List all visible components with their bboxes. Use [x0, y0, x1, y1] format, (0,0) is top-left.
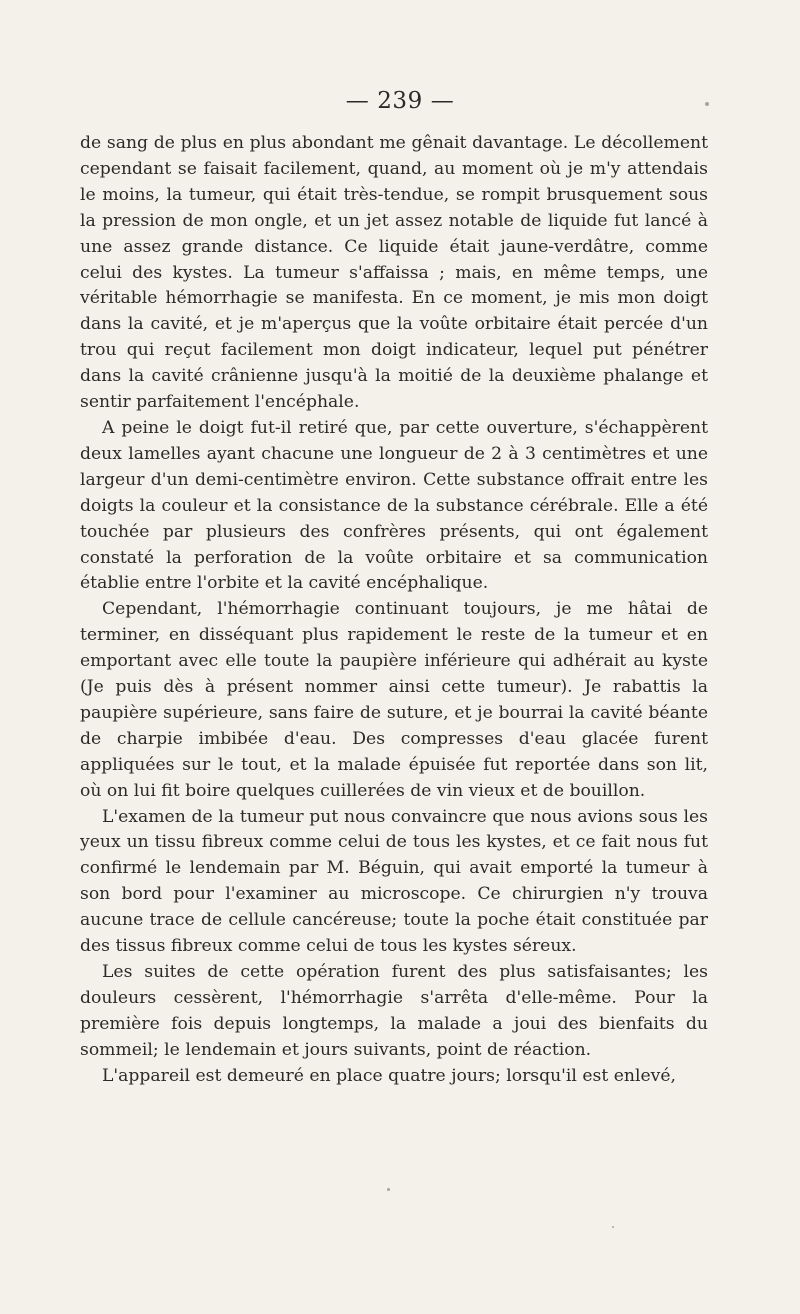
- paragraph-last: L'appareil est demeuré en place quatre jours; lorsqu'il est enlevé,: [102, 1065, 676, 1086]
- paragraph: L'examen de la tumeur put nous convaincre que nous avions sous les yeux un tissu fibreux comme celui de tous les kystes, et ce fait nous fut confirmé le lendemain par M. Béguin, qui avait emporté la tumeur à son bord pour l'examiner au microscope. Ce chirurgien n'y trouva aucune trace de cellule cancéreuse; toute la poche était constituée par des tissus fibreux comme celui de tous les kystes séreux.: [80, 806, 708, 957]
- page-number-dash-left: —: [345, 88, 370, 114]
- paragraph-continued: de sang de plus en plus abondant me gênait davantage. Le décollement cependant se faisait facilement, quand, au moment où je m'y attendais le moins, la tumeur, qui était très-tendue, se rompit brusquement sous la pression de mon ongle, et un jet assez notable de liquide fut lancé à une assez grande distance. Ce liquide était jaune-verdâtre, comme celui des kystes. La tumeur s'affaissa ; mais, en même temps, une véritable hémorrhagie se manifesta. En ce moment, je mis mon doigt dans la cavité, et je m'aperçus que la voûte orbitaire était percée d'un trou qui reçut facilement mon doigt indicateur, lequel put pénétrer dans la cavité crânienne jusqu'à la moitié de la deuxième phalange et sentir parfaitement l'encéphale.: [80, 133, 708, 413]
- paper-speck: [387, 1188, 390, 1191]
- paper-speck: [612, 1226, 614, 1228]
- page-number: 239: [377, 88, 423, 114]
- page-number-dash-right: —: [430, 88, 455, 114]
- body-text: [80, 131, 708, 1090]
- paragraph: Cependant, l'hémorrhagie continuant toujours, je me hâtai de terminer, en disséquant plus rapidement le reste de la tumeur et en emportant avec elle toute la paupière inférieure qui adhérait au kyste (Je puis dès à présent nommer ainsi cette tumeur). Je rabattis la paupière supérieure, sans faire de suture, et je bourrai la cavité béante de charpie imbibée d'eau. Des compresses d'eau glacée furent appliquées sur le tout, et la malade épuisée fut reportée dans son lit, où on lui fit boire quelques cuillerées de vin vieux et de bouillon.: [80, 599, 708, 801]
- paper-speck: [705, 102, 709, 106]
- paragraph: Les suites de cette opération furent des plus satisfaisantes; les douleurs cessèrent, l'hémorrhagie s'arrêta d'elle-même. Pour la première fois depuis longtemps, la malade a joui des bienfaits du sommeil; le lendemain et jours suivants, point de réaction.: [80, 962, 708, 1060]
- page-number-header: [0, 88, 800, 114]
- paragraph: A peine le doigt fut-il retiré que, par cette ouverture, s'échappèrent deux lamelles ayant chacune une longueur de 2 à 3 centimètres et une largeur d'un demi-centimètre environ. Cette substance offrait entre les doigts la couleur et la consistance de la substance cérébrale. Elle a été touchée par plusieurs des confrères présents, qui ont également constaté la perforation de la voûte orbitaire et sa communication établie entre l'orbite et la cavité encéphalique.: [80, 417, 708, 594]
